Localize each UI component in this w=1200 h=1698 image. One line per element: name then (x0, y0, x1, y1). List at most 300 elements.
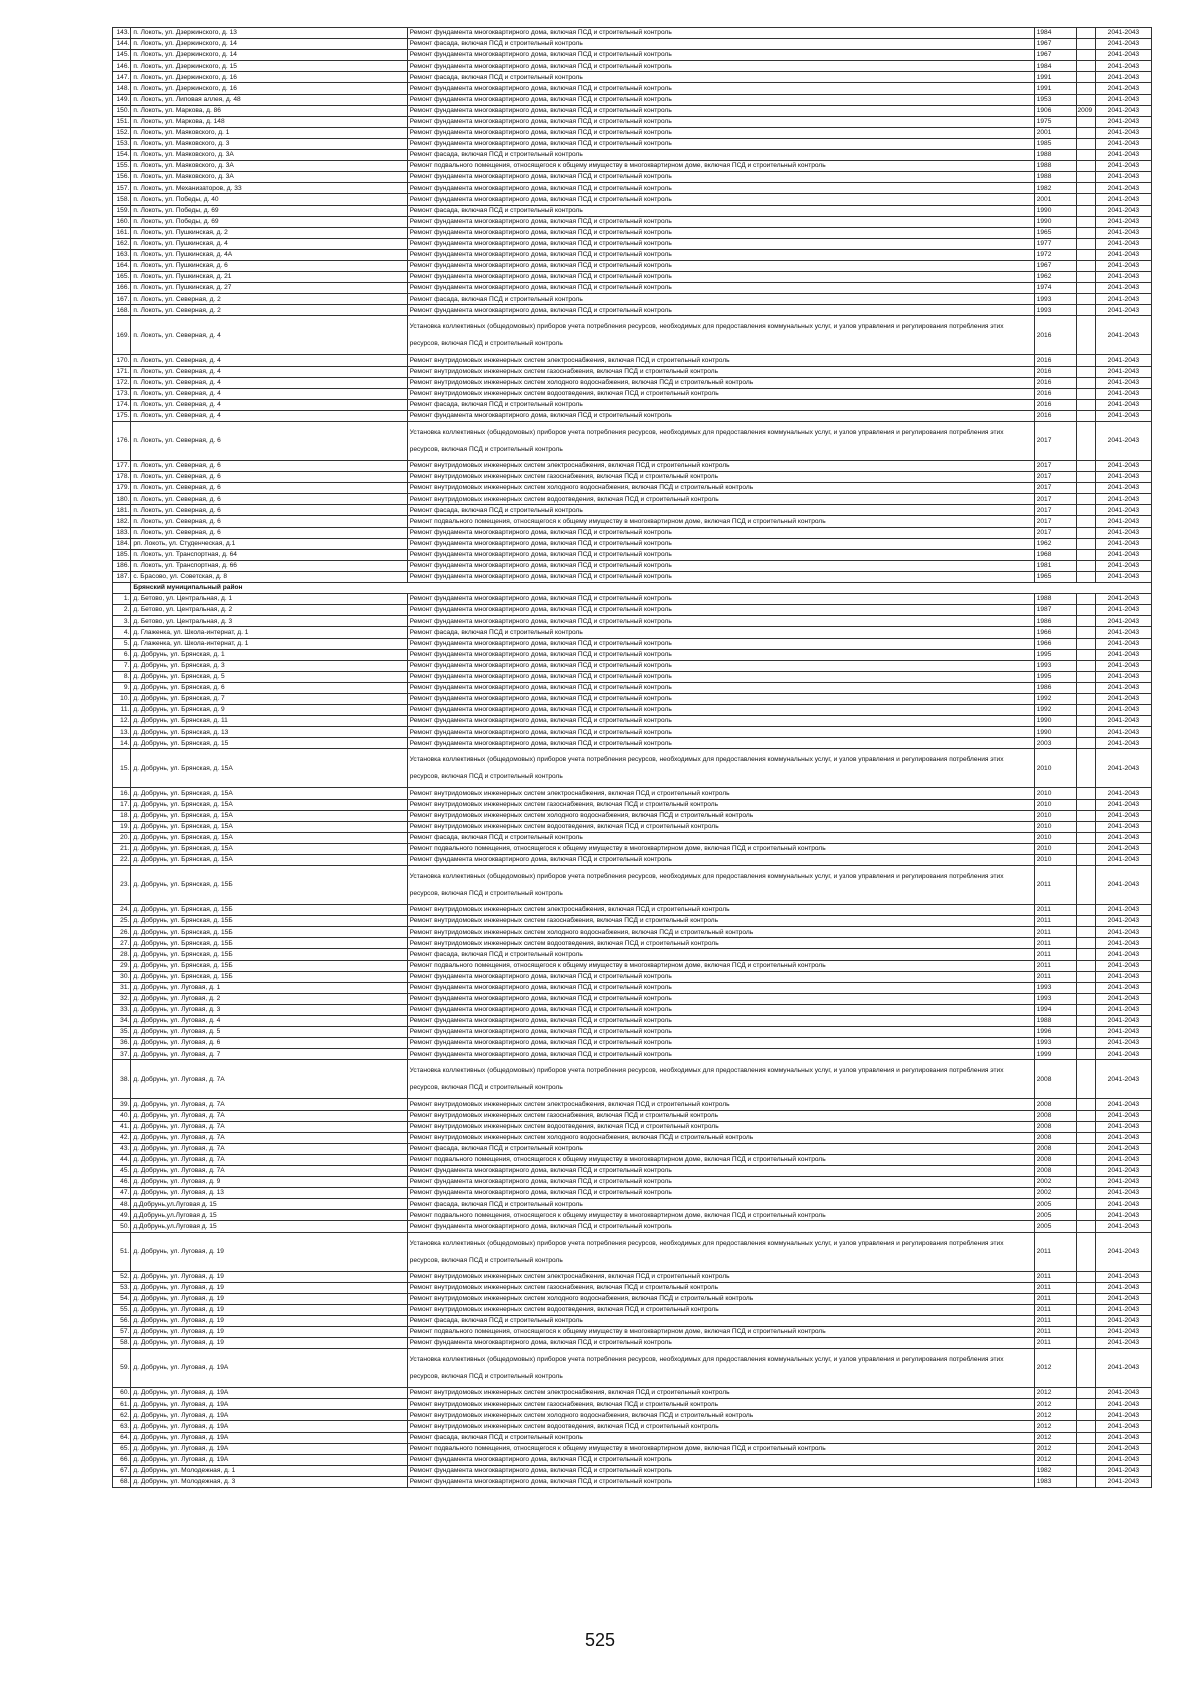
table-row (113, 693, 1152, 704)
row-number: 173. (113, 388, 131, 399)
row-number: 144. (113, 39, 131, 50)
address-cell: д. Добрунь, ул. Луговая, д. 2 (131, 993, 407, 1004)
row-number: 28. (113, 949, 131, 960)
work-type-cell: Ремонт фундамента многоквартирного дома, включая ПСД и строительный контроль (407, 605, 1034, 616)
reconstruction-year-cell (1076, 1154, 1095, 1165)
reconstruction-year-cell (1076, 1177, 1095, 1188)
work-type-cell: Ремонт фундамента многоквартирного дома, включая ПСД и строительный контроль (407, 1454, 1034, 1465)
row-number: 184. (113, 538, 131, 549)
build-year-cell: 1988 (1034, 1016, 1076, 1027)
address-cell: д. Добрунь, ул. Луговая, д. 7А (131, 1132, 407, 1143)
build-year-cell: 1990 (1034, 727, 1076, 738)
reconstruction-year-cell (1076, 316, 1095, 355)
address-cell: п. Локоть, ул. Пушкинская, д. 2 (131, 227, 407, 238)
address-cell: п. Локоть, ул. Механизаторов, д. 33 (131, 183, 407, 194)
build-year-cell: 1988 (1034, 161, 1076, 172)
table-row (113, 821, 1152, 832)
build-year-cell: 2016 (1034, 355, 1076, 366)
table-row (113, 799, 1152, 810)
address-cell: п. Локоть, ул. Пушкинская, д. 4А (131, 249, 407, 260)
row-number: 63. (113, 1421, 131, 1432)
planned-period-cell: 2041-2043 (1095, 616, 1151, 627)
address-cell: д. Добрунь, ул. Луговая, д. 19 (131, 1232, 407, 1271)
build-year-cell: 2012 (1034, 1421, 1076, 1432)
build-year-cell: 1982 (1034, 1465, 1076, 1476)
table-row (113, 50, 1152, 61)
row-number: 4. (113, 627, 131, 638)
planned-period-cell: 2041-2043 (1095, 377, 1151, 388)
build-year-cell: 2010 (1034, 832, 1076, 843)
address-cell: д. Добрунь, ул. Брянская, д. 15А (131, 799, 407, 810)
work-type-cell: Ремонт фасада, включая ПСД и строительный контроль (407, 1315, 1034, 1326)
row-number: 57. (113, 1327, 131, 1338)
planned-period-cell: 2041-2043 (1095, 150, 1151, 161)
planned-period-cell: 2041-2043 (1095, 355, 1151, 366)
planned-period-cell: 2041-2043 (1095, 938, 1151, 949)
reconstruction-year-cell (1076, 366, 1095, 377)
build-year-cell: 2011 (1034, 905, 1076, 916)
work-type-cell: Ремонт фундамента многоквартирного дома, включая ПСД и строительный контроль (407, 194, 1034, 205)
planned-period-cell: 2041-2043 (1095, 1304, 1151, 1315)
build-year-cell: 1988 (1034, 594, 1076, 605)
row-number: 62. (113, 1410, 131, 1421)
work-type-cell: Ремонт фасада, включая ПСД и строительный контроль (407, 205, 1034, 216)
planned-period-cell: 2041-2043 (1095, 422, 1151, 461)
row-number: 21. (113, 843, 131, 854)
row-number: 32. (113, 993, 131, 1004)
planned-period-cell: 2041-2043 (1095, 216, 1151, 227)
row-number: 162. (113, 238, 131, 249)
address-cell: д. Добрунь, ул. Луговая, д. 5 (131, 1027, 407, 1038)
table-row (113, 560, 1152, 571)
work-type-cell: Ремонт внутридомовых инженерных систем водоотведения, включая ПСД и строительный контроль (407, 494, 1034, 505)
address-cell: д. Добрунь, ул. Брянская, д. 9 (131, 705, 407, 716)
work-type-cell: Ремонт внутридомовых инженерных систем водоотведения, включая ПСД и строительный контроль (407, 821, 1034, 832)
reconstruction-year-cell (1076, 116, 1095, 127)
build-year-cell: 2017 (1034, 461, 1076, 472)
work-type-cell: Ремонт фасада, включая ПСД и строительный контроль (407, 505, 1034, 516)
work-type-cell: Ремонт фасада, включая ПСД и строительный контроль (407, 72, 1034, 83)
planned-period-cell: 2041-2043 (1095, 72, 1151, 83)
row-number: 61. (113, 1399, 131, 1410)
work-type-cell: Ремонт внутридомовых инженерных систем электроснабжения, включая ПСД и строительный контроль (407, 1271, 1034, 1282)
reconstruction-year-cell (1076, 1027, 1095, 1038)
work-type-cell: Ремонт внутридомовых инженерных систем холодного водоснабжения, включая ПСД и строительный контроль (407, 1293, 1034, 1304)
build-year-cell: 2012 (1034, 1349, 1076, 1388)
planned-period-cell: 2041-2043 (1095, 960, 1151, 971)
reconstruction-year-cell (1076, 810, 1095, 821)
work-type-cell: Ремонт подвального помещения, относящегося к общему имуществу в многоквартирном доме, включая ПСД и строительный контроль (407, 1210, 1034, 1221)
address-cell: п. Локоть, ул. Маркова, д. 86 (131, 105, 407, 116)
row-number: 29. (113, 960, 131, 971)
work-type-cell: Установка коллективных (общедомовых) приборов учета потребления ресурсов, необходимых для предоставления коммунальных услуг, и узлов управления и регулирования потребления этих ресурсов, включая ПСД и строительный контроль (407, 1232, 1034, 1271)
table-row (113, 1121, 1152, 1132)
planned-period-cell: 2041-2043 (1095, 249, 1151, 260)
table-row (113, 472, 1152, 483)
reconstruction-year-cell (1076, 716, 1095, 727)
reconstruction-year-cell (1076, 194, 1095, 205)
address-cell: д. Добрунь, ул. Брянская, д. 15Б (131, 938, 407, 949)
planned-period-cell: 2041-2043 (1095, 1421, 1151, 1432)
planned-period-cell: 2041-2043 (1095, 1476, 1151, 1487)
work-type-cell: Ремонт подвального помещения, относящегося к общему имуществу в многоквартирном доме, включая ПСД и строительный контроль (407, 1443, 1034, 1454)
table-row (113, 1315, 1152, 1326)
build-year-cell: 2016 (1034, 316, 1076, 355)
work-type-cell: Ремонт фасада, включая ПСД и строительный контроль (407, 949, 1034, 960)
row-number: 2. (113, 605, 131, 616)
address-cell: д. Добрунь, ул. Луговая, д. 19А (131, 1454, 407, 1465)
work-type-cell: Ремонт внутридомовых инженерных систем электроснабжения, включая ПСД и строительный контроль (407, 461, 1034, 472)
build-year-cell: 1972 (1034, 249, 1076, 260)
table-row (113, 316, 1152, 355)
build-year-cell: 2011 (1034, 1293, 1076, 1304)
build-year-cell: 2010 (1034, 749, 1076, 788)
reconstruction-year-cell (1076, 461, 1095, 472)
work-type-cell: Ремонт внутридомовых инженерных систем холодного водоснабжения, включая ПСД и строительный контроль (407, 810, 1034, 821)
address-cell: п. Локоть, ул. Северная, д. 6 (131, 505, 407, 516)
reconstruction-year-cell (1076, 1282, 1095, 1293)
section-header-row (113, 583, 1152, 594)
work-type-cell: Ремонт фундамента многоквартирного дома, включая ПСД и строительный контроль (407, 1177, 1034, 1188)
planned-period-cell: 2041-2043 (1095, 993, 1151, 1004)
build-year-cell: 1967 (1034, 50, 1076, 61)
planned-period-cell: 2041-2043 (1095, 305, 1151, 316)
table-row (113, 788, 1152, 799)
row-number: 56. (113, 1315, 131, 1326)
build-year-cell: 2008 (1034, 1143, 1076, 1154)
reconstruction-year-cell (1076, 516, 1095, 527)
row-number: 146. (113, 61, 131, 72)
reconstruction-year-cell (1076, 1349, 1095, 1388)
reconstruction-year-cell (1076, 1188, 1095, 1199)
planned-period-cell: 2041-2043 (1095, 649, 1151, 660)
table-row (113, 72, 1152, 83)
work-type-cell: Установка коллективных (общедомовых) приборов учета потребления ресурсов, необходимых для предоставления коммунальных услуг, и узлов управления и регулирования потребления этих ресурсов, включая ПСД и строительный контроль (407, 316, 1034, 355)
address-cell: д. Глаженка, ул. Школа-интернат, д. 1 (131, 638, 407, 649)
reconstruction-year-cell (1076, 993, 1095, 1004)
row-number: 175. (113, 410, 131, 421)
build-year-cell: 2005 (1034, 1199, 1076, 1210)
planned-period-cell: 2041-2043 (1095, 727, 1151, 738)
row-number: 187. (113, 571, 131, 582)
row-number: 24. (113, 905, 131, 916)
table-row (113, 1165, 1152, 1176)
build-year-cell: 2010 (1034, 843, 1076, 854)
planned-period-cell: 2041-2043 (1095, 105, 1151, 116)
build-year-cell: 1999 (1034, 1049, 1076, 1060)
reconstruction-year-cell (1076, 494, 1095, 505)
address-cell: п. Локоть, ул. Северная, д. 6 (131, 422, 407, 461)
address-cell: д. Добрунь, ул. Луговая, д. 19А (131, 1432, 407, 1443)
table-row (113, 83, 1152, 94)
planned-period-cell: 2041-2043 (1095, 638, 1151, 649)
row-number: 45. (113, 1165, 131, 1176)
build-year-cell: 1962 (1034, 538, 1076, 549)
address-cell: п. Локоть, ул. Победы, д. 69 (131, 205, 407, 216)
address-cell: рп. Локоть, ул. Студенческая, д.1 (131, 538, 407, 549)
reconstruction-year-cell (1076, 1432, 1095, 1443)
planned-period-cell: 2041-2043 (1095, 1199, 1151, 1210)
planned-period-cell: 2041-2043 (1095, 366, 1151, 377)
planned-period-cell: 2041-2043 (1095, 971, 1151, 982)
address-cell: д. Добрунь, ул. Луговая, д. 19 (131, 1282, 407, 1293)
address-cell: п. Локоть, ул. Дзержинского, д. 14 (131, 50, 407, 61)
work-type-cell: Установка коллективных (общедомовых) приборов учета потребления ресурсов, необходимых для предоставления коммунальных услуг, и узлов управления и регулирования потребления этих ресурсов, включая ПСД и строительный контроль (407, 1060, 1034, 1099)
work-type-cell: Ремонт фундамента многоквартирного дома, включая ПСД и строительный контроль (407, 549, 1034, 560)
work-type-cell: Ремонт фундамента многоквартирного дома, включая ПСД и строительный контроль (407, 594, 1034, 605)
planned-period-cell: 2041-2043 (1095, 50, 1151, 61)
address-cell: д. Глаженка, ул. Школа-интернат, д. 1 (131, 627, 407, 638)
address-cell: д. Добрунь, ул. Брянская, д. 15Б (131, 949, 407, 960)
table-row (113, 605, 1152, 616)
planned-period-cell: 2041-2043 (1095, 410, 1151, 421)
work-type-cell: Ремонт фундамента многоквартирного дома, включая ПСД и строительный контроль (407, 305, 1034, 316)
planned-period-cell: 2041-2043 (1095, 1132, 1151, 1143)
planned-period-cell: 2041-2043 (1095, 494, 1151, 505)
planned-period-cell: 2041-2043 (1095, 627, 1151, 638)
address-cell: д. Добрунь, ул. Луговая, д. 6 (131, 1038, 407, 1049)
work-type-cell: Ремонт подвального помещения, относящегося к общему имуществу в многоквартирном доме, включая ПСД и строительный контроль (407, 960, 1034, 971)
planned-period-cell: 2041-2043 (1095, 1038, 1151, 1049)
table-row (113, 1099, 1152, 1110)
reconstruction-year-cell: 2009 (1076, 105, 1095, 116)
row-number: 31. (113, 982, 131, 993)
work-type-cell: Установка коллективных (общедомовых) приборов учета потребления ресурсов, необходимых для предоставления коммунальных услуг, и узлов управления и регулирования потребления этих ресурсов, включая ПСД и строительный контроль (407, 866, 1034, 905)
work-type-cell: Ремонт внутридомовых инженерных систем холодного водоснабжения, включая ПСД и строительный контроль (407, 927, 1034, 938)
build-year-cell: 2011 (1034, 971, 1076, 982)
reconstruction-year-cell (1076, 727, 1095, 738)
table-row (113, 227, 1152, 238)
address-cell: д. Добрунь, ул. Брянская, д. 15Б (131, 866, 407, 905)
address-cell: д. Добрунь, ул. Молодежная, д. 3 (131, 1476, 407, 1487)
reconstruction-year-cell (1076, 227, 1095, 238)
address-cell: д.Добрунь,ул.Луговая д. 15 (131, 1221, 407, 1232)
planned-period-cell: 2041-2043 (1095, 693, 1151, 704)
table-row (113, 1004, 1152, 1015)
table-row (113, 1349, 1152, 1388)
row-number: 179. (113, 483, 131, 494)
row-number: 16. (113, 788, 131, 799)
build-year-cell: 1967 (1034, 260, 1076, 271)
work-type-cell: Ремонт фундамента многоквартирного дома, включая ПСД и строительный контроль (407, 638, 1034, 649)
address-cell: д. Добрунь, ул. Брянская, д. 15А (131, 810, 407, 821)
row-number: 152. (113, 127, 131, 138)
row-number: 9. (113, 682, 131, 693)
build-year-cell: 2008 (1034, 1060, 1076, 1099)
planned-period-cell: 2041-2043 (1095, 1338, 1151, 1349)
build-year-cell: 2008 (1034, 1099, 1076, 1110)
work-type-cell: Ремонт внутридомовых инженерных систем водоотведения, включая ПСД и строительный контроль (407, 388, 1034, 399)
row-number: 35. (113, 1027, 131, 1038)
address-cell: п. Локоть, ул. Маяковского, д. 3А (131, 161, 407, 172)
reconstruction-year-cell (1076, 260, 1095, 271)
table-row (113, 810, 1152, 821)
row-number: 147. (113, 72, 131, 83)
address-cell: п. Локоть, ул. Дзержинского, д. 14 (131, 39, 407, 50)
work-type-cell: Ремонт фундамента многоквартирного дома, включая ПСД и строительный контроль (407, 1476, 1034, 1487)
row-number: 177. (113, 461, 131, 472)
build-year-cell: 2008 (1034, 1165, 1076, 1176)
work-type-cell: Ремонт фундамента многоквартирного дома, включая ПСД и строительный контроль (407, 249, 1034, 260)
work-type-cell: Ремонт фасада, включая ПСД и строительный контроль (407, 832, 1034, 843)
reconstruction-year-cell (1076, 1327, 1095, 1338)
build-year-cell: 2017 (1034, 483, 1076, 494)
build-year-cell: 1995 (1034, 671, 1076, 682)
row-number: 42. (113, 1132, 131, 1143)
table-row (113, 1465, 1152, 1476)
planned-period-cell: 2041-2043 (1095, 1465, 1151, 1476)
build-year-cell: 2001 (1034, 194, 1076, 205)
address-cell: д. Добрунь, ул. Луговая, д. 19А (131, 1443, 407, 1454)
reconstruction-year-cell (1076, 1410, 1095, 1421)
reconstruction-year-cell (1076, 377, 1095, 388)
work-type-cell: Ремонт внутридомовых инженерных систем холодного водоснабжения, включая ПСД и строительный контроль (407, 377, 1034, 388)
planned-period-cell: 2041-2043 (1095, 916, 1151, 927)
build-year-cell: 1985 (1034, 138, 1076, 149)
table-row (113, 866, 1152, 905)
row-number: 48. (113, 1199, 131, 1210)
table-row (113, 28, 1152, 39)
table-row (113, 1454, 1152, 1465)
address-cell: д. Добрунь, ул. Брянская, д. 15А (131, 832, 407, 843)
planned-period-cell: 2041-2043 (1095, 516, 1151, 527)
reconstruction-year-cell (1076, 1454, 1095, 1465)
table-row (113, 527, 1152, 538)
table-row (113, 1221, 1152, 1232)
planned-period-cell: 2041-2043 (1095, 671, 1151, 682)
build-year-cell: 2016 (1034, 399, 1076, 410)
build-year-cell: 2008 (1034, 1110, 1076, 1121)
row-number: 50. (113, 1221, 131, 1232)
table-row (113, 855, 1152, 866)
table-row (113, 461, 1152, 472)
row-number: 6. (113, 649, 131, 660)
planned-period-cell: 2041-2043 (1095, 1049, 1151, 1060)
build-year-cell: 2010 (1034, 788, 1076, 799)
reconstruction-year-cell (1076, 1421, 1095, 1432)
row-number: 3. (113, 616, 131, 627)
table-row (113, 272, 1152, 283)
row-number: 171. (113, 366, 131, 377)
address-cell: д. Добрунь, ул. Луговая, д. 19 (131, 1304, 407, 1315)
reconstruction-year-cell (1076, 1465, 1095, 1476)
planned-period-cell: 2041-2043 (1095, 855, 1151, 866)
work-type-cell: Ремонт фасада, включая ПСД и строительный контроль (407, 399, 1034, 410)
address-cell: д. Добрунь, ул. Луговая, д. 7А (131, 1143, 407, 1154)
row-number: 38. (113, 1060, 131, 1099)
build-year-cell: 1974 (1034, 283, 1076, 294)
planned-period-cell: 2041-2043 (1095, 1315, 1151, 1326)
build-year-cell: 2010 (1034, 799, 1076, 810)
row-number: 60. (113, 1388, 131, 1399)
work-type-cell: Ремонт фундамента многоквартирного дома, включая ПСД и строительный контроль (407, 183, 1034, 194)
work-type-cell: Ремонт фундамента многоквартирного дома, включая ПСД и строительный контроль (407, 260, 1034, 271)
reconstruction-year-cell (1076, 660, 1095, 671)
row-number (113, 583, 131, 594)
planned-period-cell: 2041-2043 (1095, 1165, 1151, 1176)
table-row (113, 1338, 1152, 1349)
work-type-cell: Ремонт фундамента многоквартирного дома, включая ПСД и строительный контроль (407, 1165, 1034, 1176)
table-row (113, 616, 1152, 627)
address-cell: д. Добрунь, ул. Луговая, д. 19 (131, 1327, 407, 1338)
reconstruction-year-cell (1076, 94, 1095, 105)
row-number: 168. (113, 305, 131, 316)
reconstruction-year-cell (1076, 238, 1095, 249)
work-type-cell: Ремонт фасада, включая ПСД и строительный контроль (407, 150, 1034, 161)
table-row (113, 1027, 1152, 1038)
build-year-cell: 2017 (1034, 505, 1076, 516)
build-year-cell: 1990 (1034, 205, 1076, 216)
reconstruction-year-cell (1076, 283, 1095, 294)
address-cell: п. Локоть, ул. Победы, д. 69 (131, 216, 407, 227)
reconstruction-year-cell (1076, 505, 1095, 516)
table-row (113, 183, 1152, 194)
reconstruction-year-cell (1076, 422, 1095, 461)
work-type-cell: Ремонт внутридомовых инженерных систем газоснабжения, включая ПСД и строительный контроль (407, 916, 1034, 927)
build-year-cell: 2011 (1034, 1232, 1076, 1271)
address-cell: д. Добрунь, ул. Луговая, д. 19А (131, 1349, 407, 1388)
table-row (113, 993, 1152, 1004)
planned-period-cell: 2041-2043 (1095, 83, 1151, 94)
reconstruction-year-cell (1076, 855, 1095, 866)
build-year-cell: 1992 (1034, 693, 1076, 704)
planned-period-cell: 2041-2043 (1095, 1110, 1151, 1121)
table-row (113, 388, 1152, 399)
table-row (113, 1060, 1152, 1099)
table-row (113, 549, 1152, 560)
work-type-cell: Ремонт внутридомовых инженерных систем холодного водоснабжения, включая ПСД и строительный контроль (407, 483, 1034, 494)
address-cell: д. Добрунь, ул. Луговая, д. 4 (131, 1016, 407, 1027)
reconstruction-year-cell (1076, 594, 1095, 605)
work-type-cell: Ремонт фасада, включая ПСД и строительный контроль (407, 294, 1034, 305)
work-type-cell: Ремонт фундамента многоквартирного дома, включая ПСД и строительный контроль (407, 283, 1034, 294)
table-row (113, 410, 1152, 421)
reconstruction-year-cell (1076, 705, 1095, 716)
table-row (113, 638, 1152, 649)
build-year-cell: 1993 (1034, 305, 1076, 316)
row-number: 169. (113, 316, 131, 355)
reconstruction-year-cell (1076, 1132, 1095, 1143)
row-number: 153. (113, 138, 131, 149)
build-year-cell: 1990 (1034, 216, 1076, 227)
planned-period-cell: 2041-2043 (1095, 1221, 1151, 1232)
row-number: 20. (113, 832, 131, 843)
planned-period-cell: 2041-2043 (1095, 549, 1151, 560)
address-cell: п. Локоть, ул. Маяковского, д. 1 (131, 127, 407, 138)
planned-period-cell: 2041-2043 (1095, 294, 1151, 305)
work-type-cell: Ремонт фундамента многоквартирного дома, включая ПСД и строительный контроль (407, 172, 1034, 183)
work-type-cell: Ремонт внутридомовых инженерных систем водоотведения, включая ПСД и строительный контроль (407, 938, 1034, 949)
address-cell: п. Локоть, ул. Северная, д. 4 (131, 355, 407, 366)
planned-period-cell: 2041-2043 (1095, 183, 1151, 194)
address-cell: д. Добрунь, ул. Брянская, д. 15А (131, 788, 407, 799)
address-cell: п. Локоть, ул. Северная, д. 2 (131, 305, 407, 316)
build-year-cell: 2010 (1034, 821, 1076, 832)
planned-period-cell: 2041-2043 (1095, 61, 1151, 72)
row-number: 149. (113, 94, 131, 105)
planned-period-cell: 2041-2043 (1095, 194, 1151, 205)
address-cell: д. Бетово, ул. Центральная, д. 3 (131, 616, 407, 627)
reconstruction-year-cell (1076, 1476, 1095, 1487)
planned-period-cell: 2041-2043 (1095, 1004, 1151, 1015)
reconstruction-year-cell (1076, 61, 1095, 72)
row-number: 154. (113, 150, 131, 161)
reconstruction-year-cell (1076, 638, 1095, 649)
work-type-cell: Ремонт фундамента многоквартирного дома, включая ПСД и строительный контроль (407, 716, 1034, 727)
planned-period-cell: 2041-2043 (1095, 461, 1151, 472)
build-year-cell: 2005 (1034, 1221, 1076, 1232)
planned-period-cell: 2041-2043 (1095, 138, 1151, 149)
